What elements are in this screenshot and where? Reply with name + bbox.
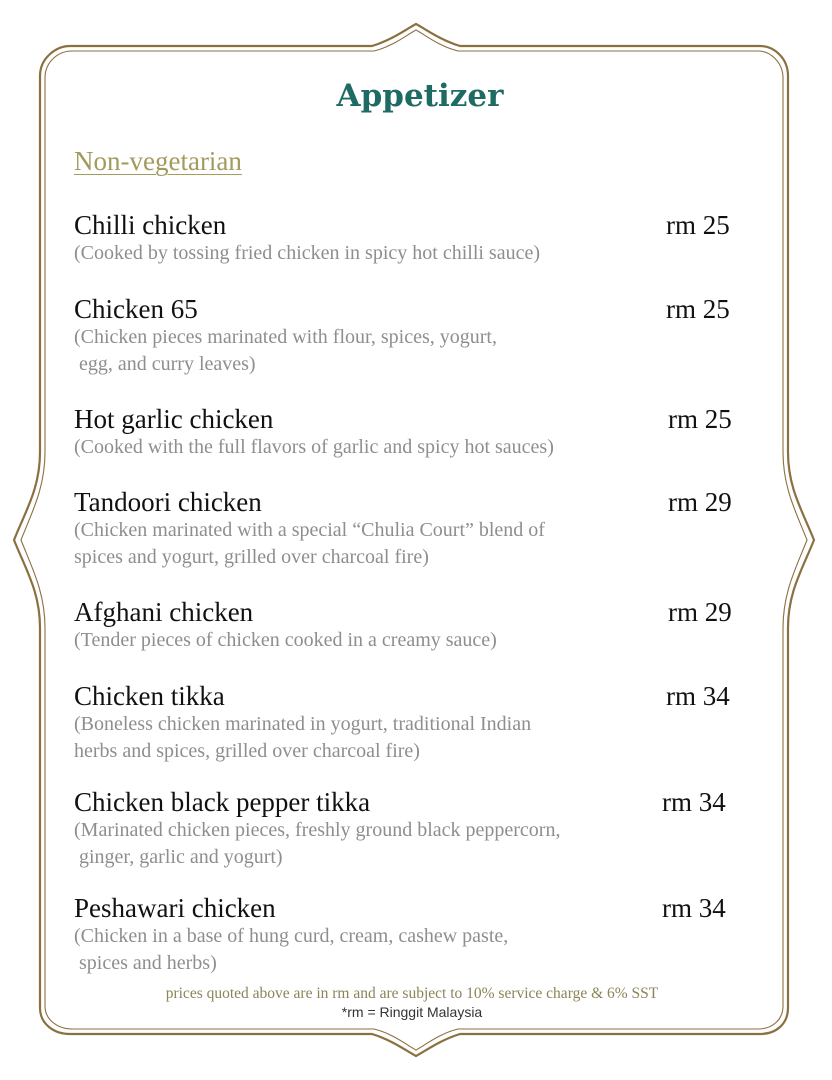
item-description: (Chicken pieces marinated with flour, spices, yogurt, egg, and curry leaves)	[74, 326, 497, 375]
item-description: (Chicken in a base of hung curd, cream, cashew paste, spices and herbs)	[74, 925, 509, 974]
menu-item	[74, 294, 746, 378]
page-title: Appetizer	[336, 78, 504, 114]
item-price: rm 25	[668, 404, 732, 434]
item-name: Afghani chicken	[74, 597, 254, 627]
item-price: rm 25	[666, 294, 730, 324]
menu-item	[74, 893, 746, 977]
item-name: Peshawari chicken	[74, 893, 276, 923]
item-name: Chicken tikka	[74, 681, 225, 711]
item-description: (Boneless chicken marinated in yogurt, traditional Indian herbs and spices, grilled over charcoal fire)	[74, 713, 532, 762]
menu-item	[74, 487, 746, 571]
item-description: (Tender pieces of chicken cooked in a creamy sauce)	[74, 629, 497, 651]
menu-item	[74, 404, 746, 461]
item-description: (Cooked with the full flavors of garlic and spicy hot sauces)	[74, 436, 554, 458]
item-price: rm 25	[666, 210, 730, 240]
service-charge-note: prices quoted above are in rm and are subject to 10% service charge & 6% SST	[165, 985, 659, 1002]
menu-item	[74, 210, 746, 267]
item-description: (Marinated chicken pieces, freshly ground black peppercorn, ginger, garlic and yogurt)	[74, 819, 561, 868]
item-name: Chicken 65	[74, 294, 198, 324]
item-description: (Cooked by tossing fried chicken in spicy hot chilli sauce)	[74, 242, 541, 264]
menu-item	[74, 681, 746, 765]
item-name: Hot garlic chicken	[74, 404, 274, 434]
item-price: rm 29	[668, 597, 732, 627]
section-heading-non-vegetarian: Non-vegetarian	[74, 146, 242, 176]
item-price: rm 34	[662, 893, 726, 923]
item-price: rm 34	[662, 787, 726, 817]
item-name: Chilli chicken	[74, 210, 227, 240]
currency-note: *rm = Ringgit Malaysia	[341, 1004, 483, 1020]
item-price: rm 34	[666, 681, 730, 711]
menu-item	[74, 597, 746, 654]
item-price: rm 29	[668, 487, 732, 517]
item-name: Chicken black pepper tikka	[74, 787, 371, 817]
item-name: Tandoori chicken	[74, 487, 262, 517]
item-description: (Chicken marinated with a special “Chulia Court” blend of spices and yogurt, grilled over charcoal fire)	[74, 519, 545, 568]
menu-item	[74, 787, 746, 871]
